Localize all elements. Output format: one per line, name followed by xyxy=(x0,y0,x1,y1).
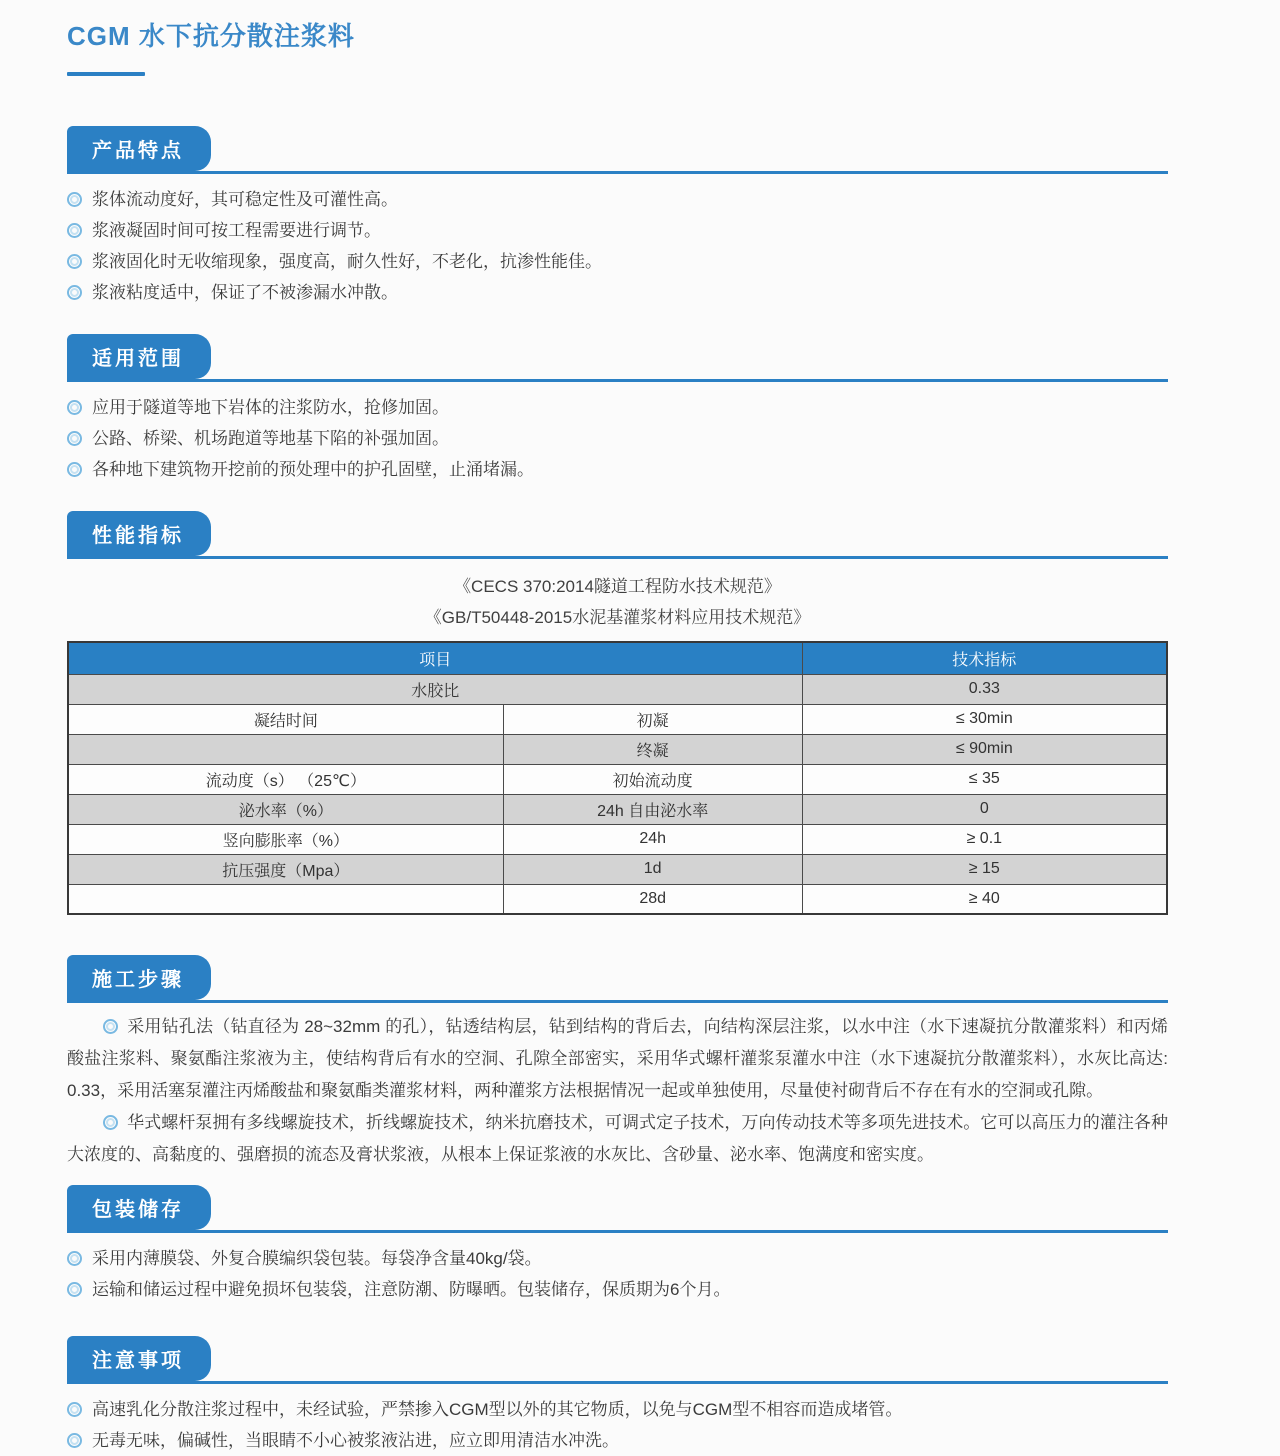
bullet-ring-icon xyxy=(67,400,82,415)
section-packaging xyxy=(67,1185,1168,1305)
list-item xyxy=(67,423,1168,454)
table-row xyxy=(68,824,1167,854)
standard-reference: 《GB/T50448-2015水泥基灌浆材料应用技术规范》 xyxy=(424,608,811,627)
table-cell: ≤ 35 xyxy=(802,764,1167,794)
bullet-ring-icon xyxy=(103,1019,118,1034)
table-cell: 28d xyxy=(503,884,802,914)
list-item-text: 公路、桥梁、机场跑道等地基下陷的补强加固。 xyxy=(92,429,449,448)
list-item-text: 采用内薄膜袋、外复合膜编织袋包装。每袋净含量40kg/袋。 xyxy=(92,1249,542,1268)
bullet-ring-icon xyxy=(67,1433,82,1448)
bullet-ring-icon xyxy=(67,285,82,300)
section-header-rule xyxy=(67,1185,1168,1233)
table-row xyxy=(68,794,1167,824)
performance-table-body xyxy=(68,674,1167,914)
table-cell: ≥ 15 xyxy=(802,854,1167,884)
table-cell: 竖向膨胀率（%） xyxy=(68,824,503,854)
construction-paragraph xyxy=(67,1011,1168,1107)
section-header-rule xyxy=(67,511,1168,559)
paragraph-text: 采用钻孔法（钻直径为 28~32mm 的孔），钻透结构层，钻到结构的背后去，向结构深层注浆，以水中注（水下速凝抗分散灌浆料）和丙烯酸盐注浆料、聚氨酯注浆液为主，使结构背后有水的空洞、孔隙全部密实，采用华式螺杆灌浆泵灌水中注（水下速凝抗分散灌浆料），水灰比高达: 0.33，采用活塞泵灌注丙烯酸盐和聚氨酯类灌浆材料，两种灌浆方法根据情况一起或单独使用，尽量使衬砌背后不存在有水的空洞或孔隙。 xyxy=(67,1017,1168,1100)
table-cell: 水胶比 xyxy=(68,674,802,704)
list-item xyxy=(67,1243,1168,1274)
paragraph-text: 华式螺杆泵拥有多线螺旋技术，折线螺旋技术，纳米抗磨技术，可调式定子技术，万向传动技术等多项先进技术。它可以高压力的灌注各种大浓度的、高黏度的、强磨损的流态及膏状浆液，从根本上保证浆液的水灰比、含砂量、泌水率、饱满度和密实度。 xyxy=(67,1113,1168,1164)
table-row xyxy=(68,704,1167,734)
bullet-ring-icon xyxy=(67,1282,82,1297)
section-notes xyxy=(67,1336,1168,1456)
list-item-text: 浆体流动度好，其可稳定性及可灌性高。 xyxy=(92,190,398,209)
bullet-ring-icon xyxy=(67,192,82,207)
bullet-ring-icon xyxy=(67,431,82,446)
section-tab-packaging: 包装储存 xyxy=(67,1185,211,1230)
table-cell: 1d xyxy=(503,854,802,884)
table-cell: ≤ 30min xyxy=(802,704,1167,734)
bullet-ring-icon xyxy=(67,1251,82,1266)
table-row xyxy=(68,734,1167,764)
table-cell: 流动度（s） （25℃） xyxy=(68,764,503,794)
section-header-rule xyxy=(67,1336,1168,1384)
section-performance xyxy=(67,511,1168,915)
section-header-rule xyxy=(67,126,1168,174)
list-item-text: 高速乳化分散注浆过程中，未经试验，严禁掺入CGM型以外的其它物质，以免与CGM型不相容而造成堵管。 xyxy=(92,1400,903,1419)
section-tab-performance: 性能指标 xyxy=(67,511,211,556)
list-item-text: 运输和储运过程中避免损坏包装袋，注意防潮、防曝晒。包装储存，保质期为6个月。 xyxy=(92,1280,731,1299)
list-item xyxy=(67,215,1168,246)
list-item xyxy=(67,1394,1168,1425)
table-cell xyxy=(68,734,503,764)
table-header-row xyxy=(68,642,1167,674)
list-item xyxy=(67,1274,1168,1305)
standard-reference: 《CECS 370:2014隧道工程防水技术规范》 xyxy=(454,577,781,596)
notes-list xyxy=(67,1394,1168,1456)
bullet-ring-icon xyxy=(67,223,82,238)
page-title: CGM 水下抗分散注浆料 xyxy=(67,21,355,51)
scope-list xyxy=(67,392,1168,485)
performance-table-head xyxy=(68,642,1167,674)
table-row xyxy=(68,854,1167,884)
bullet-ring-icon xyxy=(103,1115,118,1130)
list-item xyxy=(67,184,1168,215)
bullet-ring-icon xyxy=(67,462,82,477)
table-cell: 凝结时间 xyxy=(68,704,503,734)
table-cell: 初凝 xyxy=(503,704,802,734)
list-item-text: 应用于隧道等地下岩体的注浆防水，抢修加固。 xyxy=(92,398,449,417)
section-construction xyxy=(67,955,1168,1171)
table-header-cell: 技术指标 xyxy=(802,642,1167,674)
table-cell: ≥ 40 xyxy=(802,884,1167,914)
section-tab-notes: 注意事项 xyxy=(67,1336,211,1381)
construction-paragraph xyxy=(67,1107,1168,1171)
list-item xyxy=(67,277,1168,308)
table-cell: 24h xyxy=(503,824,802,854)
table-cell: ≥ 0.1 xyxy=(802,824,1167,854)
standards-list xyxy=(67,571,1168,633)
list-item-text: 浆液固化时无收缩现象，强度高，耐久性好，不老化，抗渗性能佳。 xyxy=(92,252,602,271)
section-scope xyxy=(67,334,1168,485)
list-item xyxy=(67,392,1168,423)
title-underline xyxy=(67,72,145,76)
list-item-text: 各种地下建筑物开挖前的预处理中的护孔固壁，止涌堵漏。 xyxy=(92,460,534,479)
section-header-rule xyxy=(67,334,1168,382)
section-features xyxy=(67,126,1168,308)
section-header-rule xyxy=(67,955,1168,1003)
list-item-text: 浆液凝固时间可按工程需要进行调节。 xyxy=(92,221,381,240)
table-cell: ≤ 90min xyxy=(802,734,1167,764)
table-cell: 抗压强度（Mpa） xyxy=(68,854,503,884)
packaging-list xyxy=(67,1243,1168,1305)
table-cell: 0 xyxy=(802,794,1167,824)
bullet-ring-icon xyxy=(67,1402,82,1417)
table-cell: 初始流动度 xyxy=(503,764,802,794)
bullet-ring-icon xyxy=(67,254,82,269)
table-cell: 0.33 xyxy=(802,674,1167,704)
construction-paragraphs xyxy=(67,1011,1168,1171)
table-row xyxy=(68,674,1167,704)
list-item-text: 浆液粘度适中，保证了不被渗漏水冲散。 xyxy=(92,283,398,302)
list-item-text: 无毒无味，偏碱性，当眼睛不小心被浆液沾进，应立即用清洁水冲洗。 xyxy=(92,1431,619,1450)
table-cell: 24h 自由泌水率 xyxy=(503,794,802,824)
section-tab-features: 产品特点 xyxy=(67,126,211,171)
section-tab-scope: 适用范围 xyxy=(67,334,211,379)
list-item xyxy=(67,246,1168,277)
performance-table xyxy=(67,641,1168,915)
feature-list xyxy=(67,184,1168,308)
list-item xyxy=(67,454,1168,485)
table-row xyxy=(68,884,1167,914)
list-item xyxy=(67,1425,1168,1456)
table-cell: 泌水率（%） xyxy=(68,794,503,824)
table-cell: 终凝 xyxy=(503,734,802,764)
table-cell xyxy=(68,884,503,914)
table-header-cell: 项目 xyxy=(68,642,802,674)
table-row xyxy=(68,764,1167,794)
section-tab-construction: 施工步骤 xyxy=(67,955,211,1000)
